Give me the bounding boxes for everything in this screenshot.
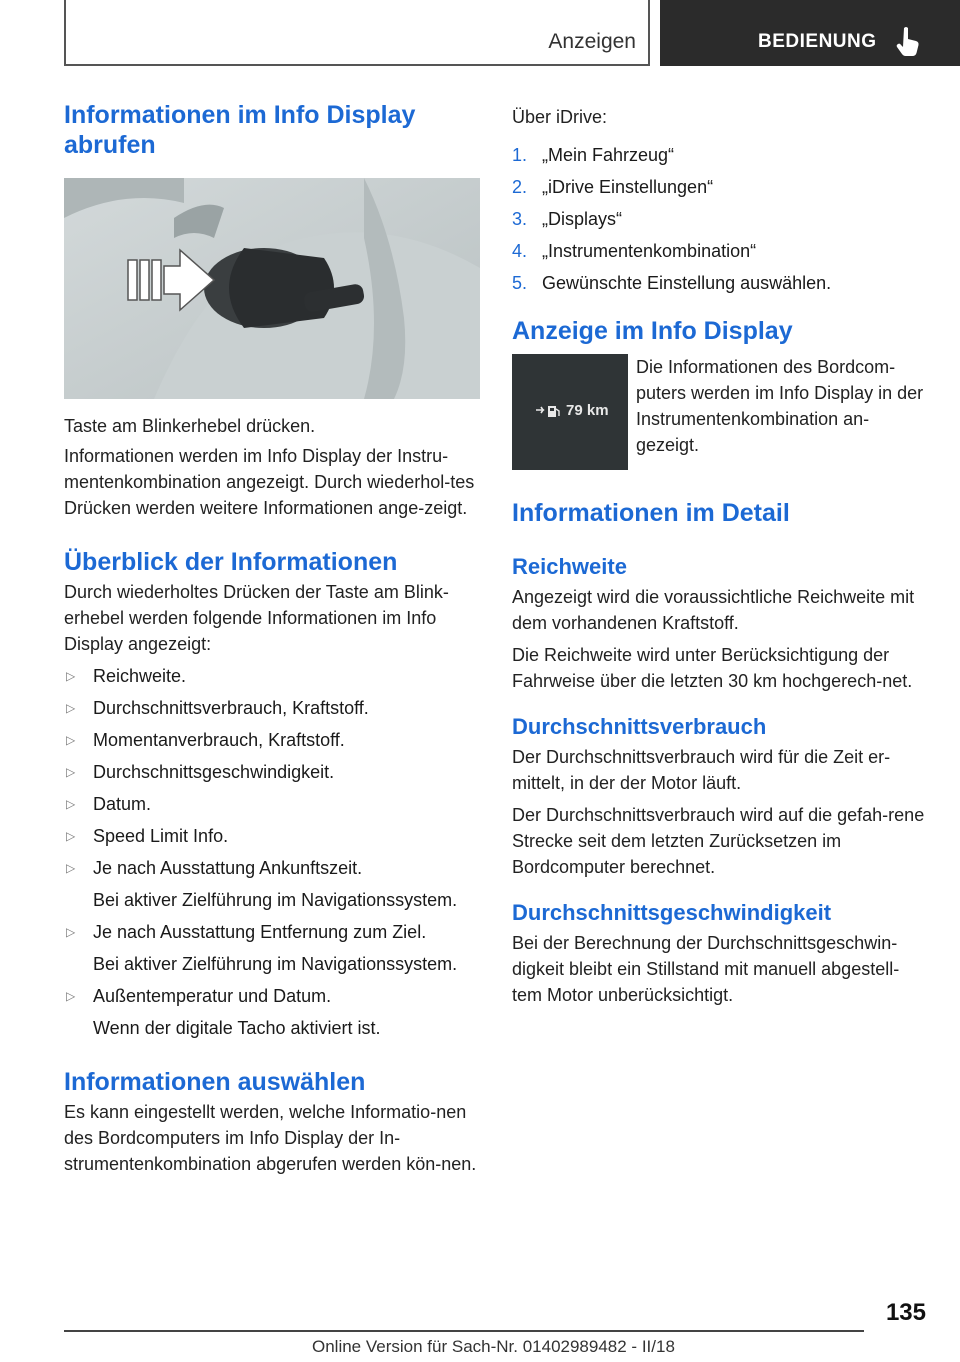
caption: Taste am Blinkerhebel drücken.: [64, 416, 316, 436]
turn-signal-lever-photo: [64, 178, 480, 399]
page-number: 135: [885, 1299, 926, 1326]
triangle-bullet-icon: ▷: [66, 925, 76, 939]
heading-auswaehlen: Informationen auswählen: [64, 1068, 366, 1096]
step-item: 3. „Displays“: [512, 209, 623, 229]
lever-illustration: [64, 178, 480, 399]
footer-version: Online Version für Sach-Nr. 01402989482 - II/18: [312, 1337, 675, 1356]
step-item: 1. „Mein Fahrzeug“: [512, 145, 675, 165]
page-header: [0, 0, 960, 66]
triangle-bullet-icon: ▷: [66, 797, 76, 811]
chapter-title: BEDIENUNG: [758, 31, 877, 52]
idrive-steps: [512, 142, 928, 296]
verbrauch-p2: Der Durchschnittsverbrauch wird auf die gefah-rene Strecke seit dem letzten Zurücksetzen im Bordcomputer berechnet.: [512, 805, 925, 877]
idrive-intro: Über iDrive:: [512, 107, 608, 127]
reichweite-p1: Angezeigt wird die voraussichtliche Reichweite mit dem vorhandenen Kraftstoff.: [512, 587, 915, 633]
heading-verbrauch: Durchschnittsverbrauch: [512, 714, 767, 739]
heading-geschwindigkeit: Durchschnittsgeschwindigkeit: [512, 900, 832, 925]
heading-reichweite: Reichweite: [512, 554, 627, 579]
heading-info-abrufen: Informationen im Info Display abrufen: [64, 101, 416, 159]
paragraph-auswaehlen: Es kann eingestellt werden, welche Informatio-nen des Bordcomputers im Info Display der In-strumentenkombination abgerufen werden kön-nen.: [64, 1102, 477, 1174]
list-item: ▷ Je nach Ausstattung Ankunftszeit. Bei aktiver Zielführung im Navigationssystem.: [64, 855, 480, 913]
step-item: 5. Gewünschte Einstellung auswählen.: [512, 273, 832, 293]
triangle-bullet-icon: ▷: [66, 701, 76, 715]
info-display-block: [512, 354, 928, 470]
display-description: Die Informationen des Bordcom-puters werden im Info Display in der Instrumentenkombination an-gezeigt.: [636, 357, 924, 455]
fuel-range-icon: [536, 404, 562, 420]
left-column: [64, 100, 480, 1177]
right-column: [512, 100, 928, 1008]
list-item: ▷ Reichweite.: [64, 663, 480, 689]
list-item: ▷ Je nach Ausstattung Entfernung zum Ziel. Bei aktiver Zielführung im Navigationssystem.: [64, 919, 480, 977]
info-list: [64, 663, 480, 1041]
step-item: 4. „Instrumentenkombination“: [512, 241, 757, 261]
verbrauch-p1: Der Durchschnittsverbrauch wird für die Zeit er-mittelt, in der der Motor läuft.: [512, 747, 891, 793]
list-item: ▷ Speed Limit Info.: [64, 823, 480, 849]
list-item: ▷ Durchschnittsverbrauch, Kraftstoff.: [64, 695, 480, 721]
triangle-bullet-icon: ▷: [66, 829, 76, 843]
paragraph-ueberblick: Durch wiederholtes Drücken der Taste am Blink-erhebel werden folgende Informationen im Info Display angezeigt:: [64, 582, 449, 654]
range-value: 79 km: [566, 402, 609, 419]
reichweite-p2: Die Reichweite wird unter Berücksichtigung der Fahrweise über die letzten 30 km hochgerech-net.: [512, 645, 913, 691]
triangle-bullet-icon: ▷: [66, 669, 76, 683]
heading-detail: Informationen im Detail: [512, 499, 790, 527]
footer-divider: [64, 1330, 864, 1332]
section-title: Anzeigen: [548, 30, 636, 53]
paragraph-info: Informationen werden im Info Display der Instru-mentenkombination angezeigt. Durch wiederhol-tes Drücken werden weitere Informationen ange-zeigt.: [64, 446, 475, 518]
triangle-bullet-icon: ▷: [66, 861, 76, 875]
info-display-screenshot: [512, 354, 628, 470]
heading-ueberblick: Überblick der Informationen: [64, 548, 398, 576]
geschw-p1: Bei der Berechnung der Durchschnittsgeschwin-digkeit bleibt ein Stillstand mit manuell abgestell-tem Motor unberücksichtigt.: [512, 933, 900, 1005]
list-item: ▷ Momentanverbrauch, Kraftstoff.: [64, 727, 480, 753]
list-item: ▷ Außentemperatur und Datum. Wenn der digitale Tacho aktiviert ist.: [64, 983, 480, 1041]
triangle-bullet-icon: ▷: [66, 765, 76, 779]
triangle-bullet-icon: ▷: [66, 733, 76, 747]
list-item: ▷ Datum.: [64, 791, 480, 817]
pointing-hand-icon: [895, 26, 921, 56]
section-tab: [64, 0, 650, 66]
heading-anzeige: Anzeige im Info Display: [512, 317, 793, 345]
list-item: ▷ Durchschnittsgeschwindigkeit.: [64, 759, 480, 785]
triangle-bullet-icon: ▷: [66, 989, 76, 1003]
step-item: 2. „iDrive Einstellungen“: [512, 177, 714, 197]
